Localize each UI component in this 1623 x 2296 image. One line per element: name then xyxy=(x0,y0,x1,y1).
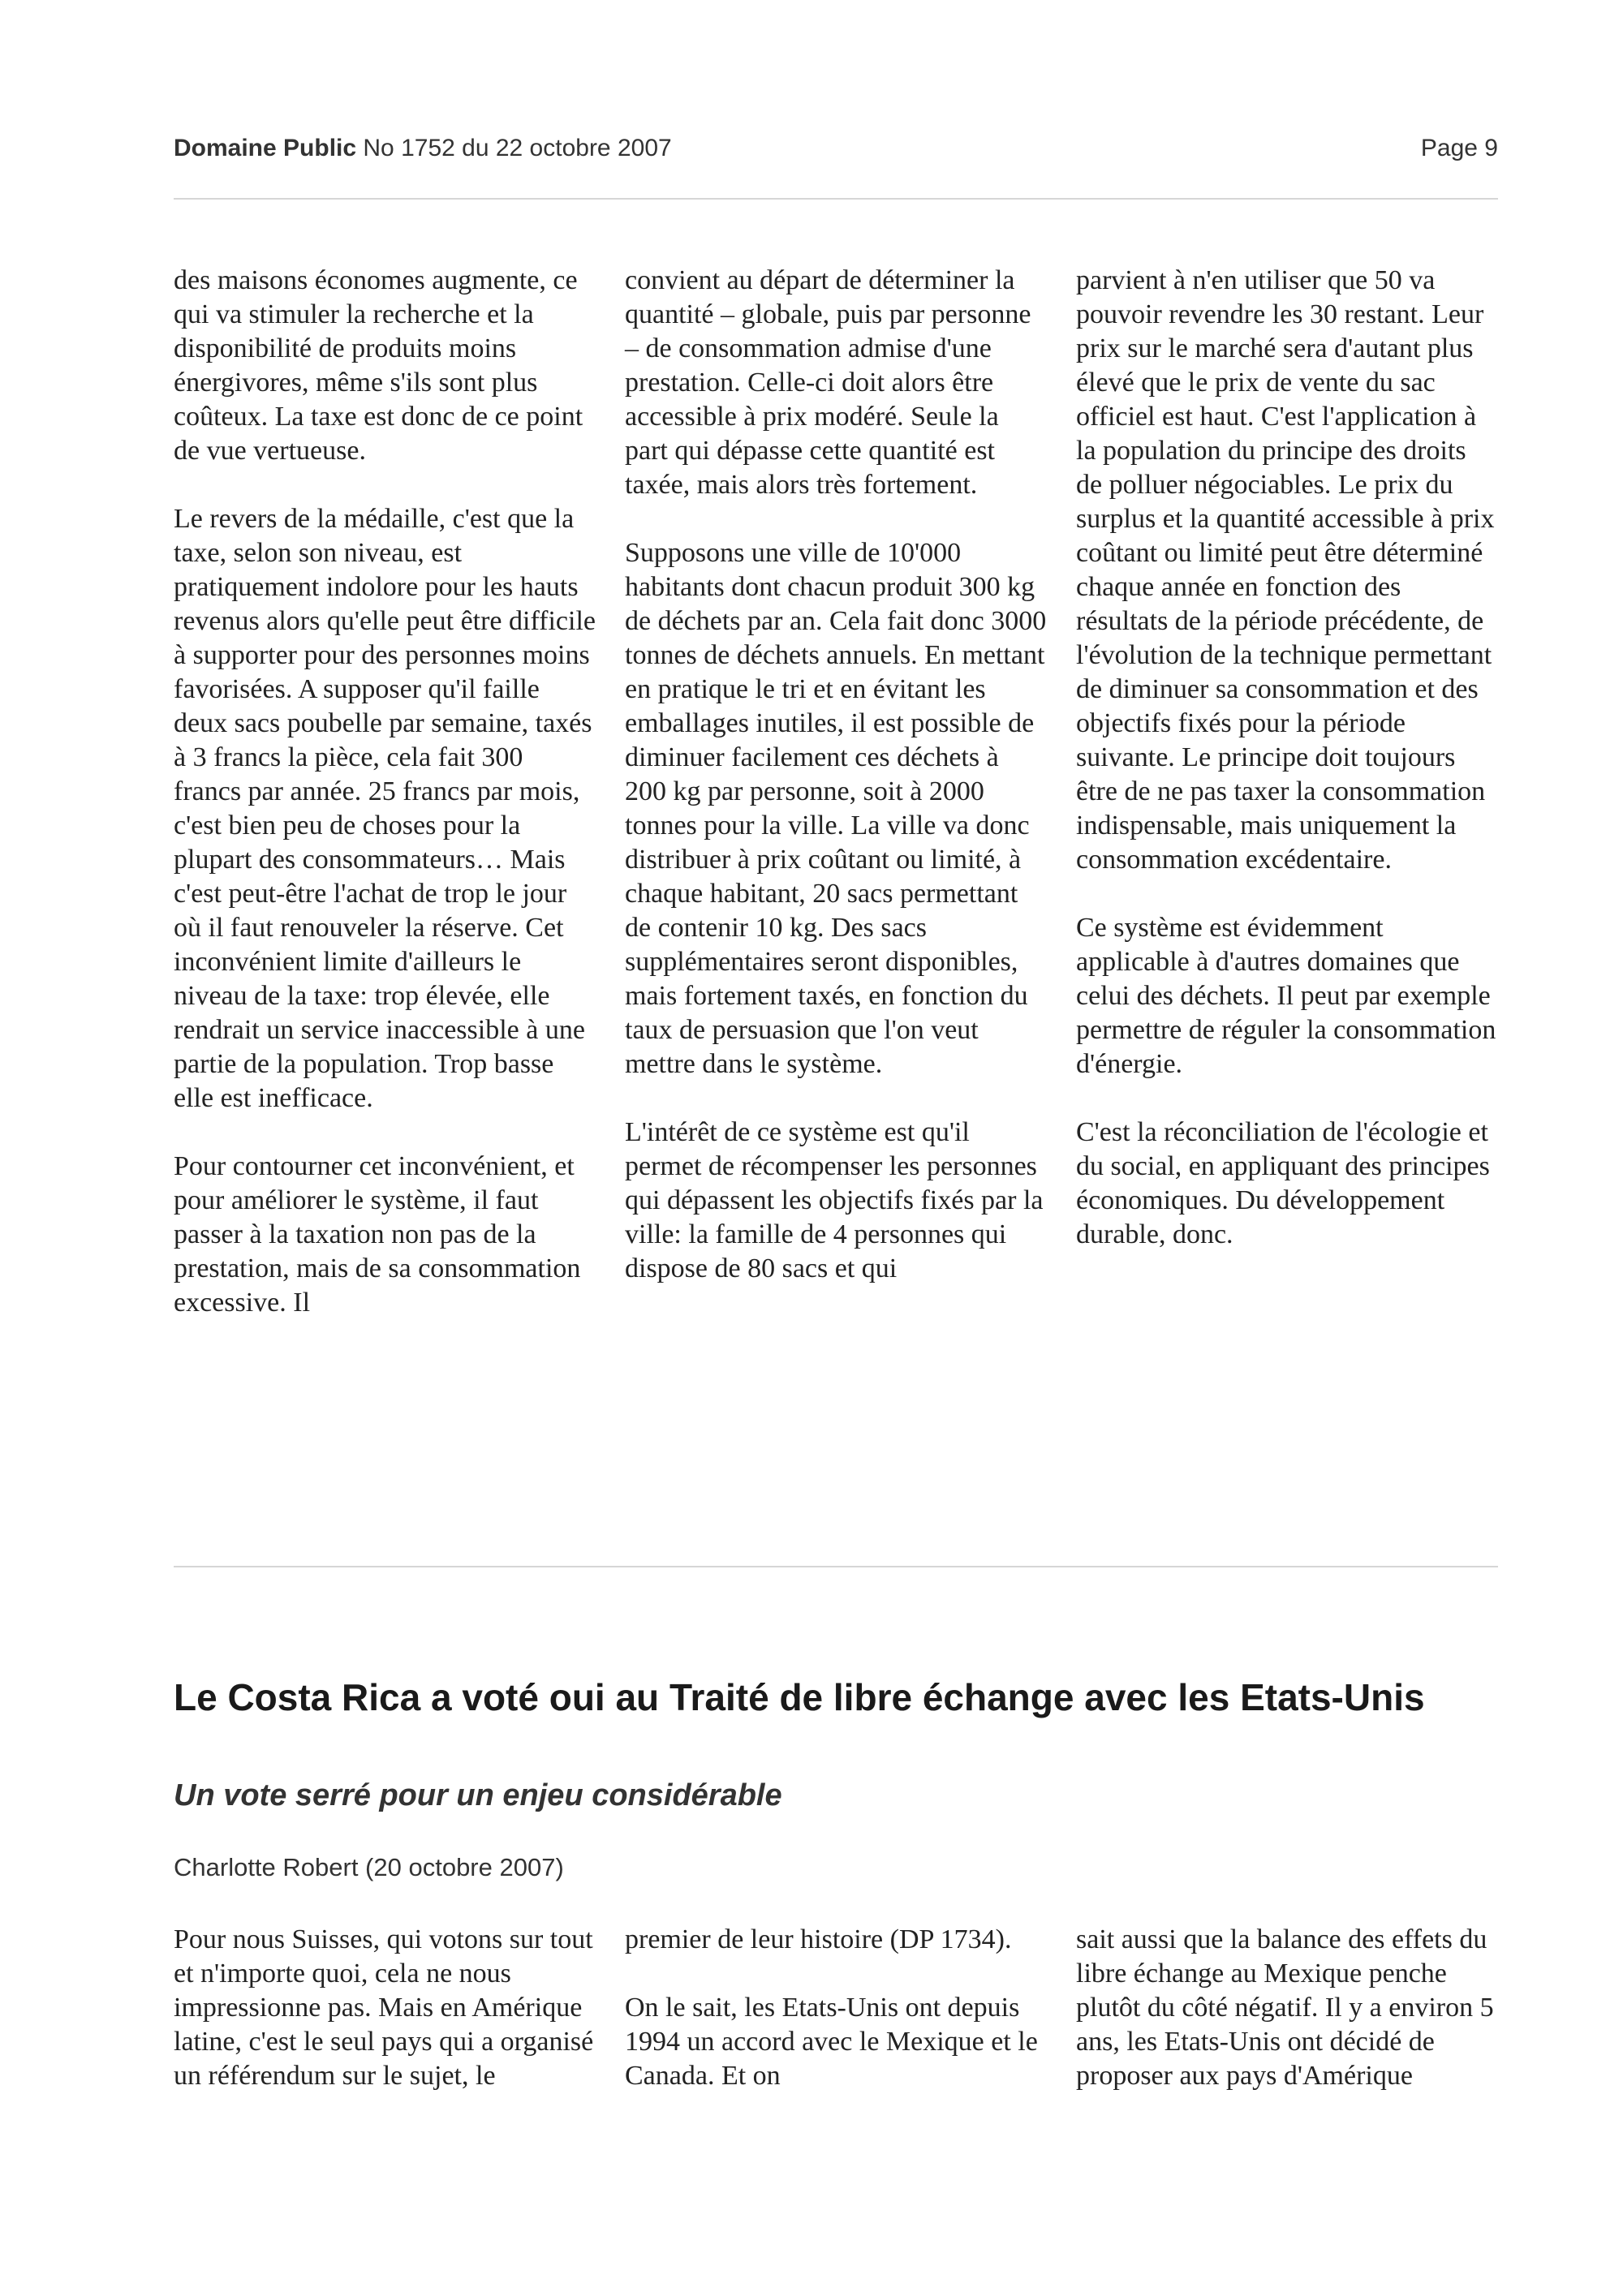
article-byline: Charlotte Robert (20 octobre 2007) xyxy=(174,1853,564,1881)
paragraph: sait aussi que la balance des effets du libre échange au Mexique penche plutôt du côté négatif. Il y a environ 5 ans, les Etats-Unis ont décidé de proposer aux pays d'Amérique xyxy=(1076,1924,1494,2091)
paragraph: L'intérêt de ce système est qu'il permet de récompenser les personnes qui dépassent les objectifs fixés par la ville: la famille de 4 personnes qui dispose de 80 sacs et qui xyxy=(625,1117,1044,1283)
paragraph: convient au départ de déterminer la quantité – globale, puis par personne – de consommation admise d'une prestation. Celle-ci doit alors être accessible à prix modéré. Seule la part qui dépasse cette quantité est taxée, mais alors très fortement. xyxy=(625,265,1031,500)
paragraph: Pour contourner cet inconvénient, et pour améliorer le système, il faut passer à la taxation non pas de la prestation, mais de sa consommation excessive. Il xyxy=(174,1151,581,1318)
prev-article-column-1 xyxy=(174,264,596,1320)
paragraph: Supposons une ville de 10'000 habitants dont chacun produit 300 kg de déchets par an. Cela fait donc 3000 tonnes de déchets annuels. En mettant en pratique le tri et en évitant les emballages inutiles, il est possible de diminuer facilement ces déchets à 200 kg par personne, soit à 2000 tonnes pour la ville. La ville va donc distribuer à prix coûtant ou limité, à chaque habitant, 20 sacs permettant de contenir 10 kg. Des sacs supplémentaires seront disponibles, mais fortement taxés, en fonction du taux de persuasion que l'on veut mettre dans le système. xyxy=(625,538,1047,1079)
article-subtitle: Un vote serré pour un enjeu considérable xyxy=(174,1778,782,1812)
paragraph: Le revers de la médaille, c'est que la taxe, selon son niveau, est pratiquement indolore pour les hauts revenus alors qu'elle peut être difficile à supporter pour des personnes moins favorisées. A supposer qu'il faille deux sacs poubelle par semaine, taxés à 3 francs la pièce, cela fait 300 francs par année. 25 francs par mois, c'est bien peu de choses pour la plupart des consommateurs… Mais c'est peut-être l'achat de trop le jour où il faut renouveler la réserve. Cet inconvénient limite d'ailleurs le niveau de la taxe: trop élevée, elle rendrait un service inaccessible à une partie de la population. Trop basse elle est inefficace. xyxy=(174,504,596,1113)
paragraph: premier de leur histoire (DP 1734). xyxy=(625,1924,1012,1954)
issue-info: No 1752 du 22 octobre 2007 xyxy=(363,135,672,161)
article-title: Le Costa Rica a voté oui au Traité de libre échange avec les Etats-Unis xyxy=(174,1676,1425,1718)
publication-name: Domaine Public xyxy=(174,135,357,161)
new-article-column-3 xyxy=(1076,1923,1498,2093)
new-article-column-2 xyxy=(625,1923,1047,2093)
paragraph: parvient à n'en utiliser que 50 va pouvoir revendre les 30 restant. Leur prix sur le marché sera d'autant plus élevé que le prix de vente du sac officiel est haut. C'est l'application à la population du principe des droits de polluer négociables. Le prix du surplus et la quantité accessible à prix coûtant ou limité peut être déterminé chaque année en fonction des résultats de la période précédente, de l'évolution de la technique permettant de diminuer sa consommation et des objectifs fixés pour la période suivante. Le principe doit toujours être de ne pas taxer la consommation indispensable, mais uniquement la consommation excédentaire. xyxy=(1076,265,1495,875)
page-header xyxy=(174,135,1498,167)
prev-article-column-3 xyxy=(1076,264,1498,1320)
prev-article-column-2 xyxy=(625,264,1047,1320)
prev-article-columns xyxy=(174,264,1498,1320)
article-divider xyxy=(174,1566,1498,1567)
new-article-column-1 xyxy=(174,1923,596,2093)
paragraph: Ce système est évidemment applicable à d'autres domaines que celui des déchets. Il peut par exemple permettre de réguler la consommation d'énergie. xyxy=(1076,913,1496,1079)
paragraph: des maisons économes augmente, ce qui va stimuler la recherche et la disponibilité de produits moins énergivores, même s'ils sont plus coûteux. La taxe est donc de ce point de vue vertueuse. xyxy=(174,265,583,466)
new-article-columns xyxy=(174,1923,1498,2093)
header-divider xyxy=(174,198,1498,200)
paragraph: Pour nous Suisses, qui votons sur tout et n'importe quoi, cela ne nous impressionne pas. Mais en Amérique latine, c'est le seul pays qui a organisé un référendum sur le sujet, le xyxy=(174,1924,594,2091)
page-number: Page 9 xyxy=(1420,135,1498,161)
paragraph: On le sait, les Etats-Unis ont depuis 1994 un accord avec le Mexique et le Canada. Et on xyxy=(625,1993,1038,2091)
paragraph: C'est la réconciliation de l'écologie et du social, en appliquant des principes économiques. Du développement durable, donc. xyxy=(1076,1117,1490,1249)
publication-info xyxy=(174,135,672,162)
